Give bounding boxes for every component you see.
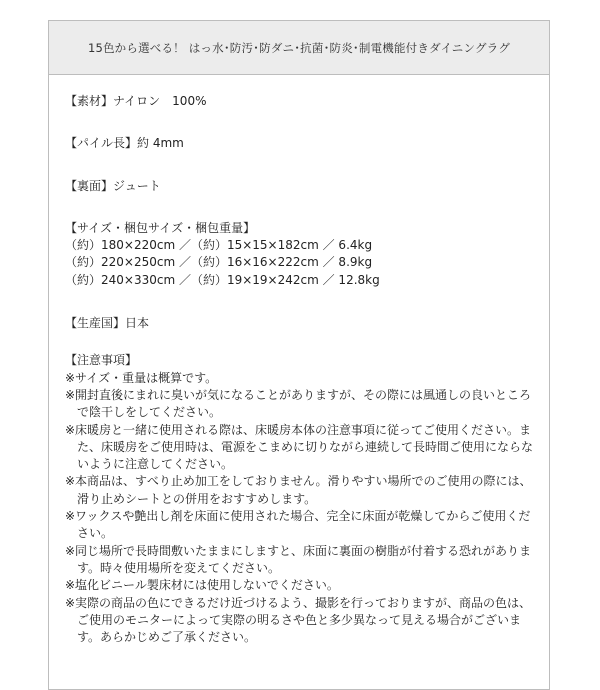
material-label: 【素材】 (65, 94, 114, 108)
note-item: ※本商品は、すべり止め加工をしておりません。滑りやすい場所でのご使用の際には、滑り止めシートとの併用をおすすめします。 (65, 474, 532, 506)
note-item: ※同じ場所で長時間敷いたままにしますと、床面に裏面の樹脂が付着する恐れがあります。時々使用場所を変えてください。 (65, 543, 532, 575)
note-item: ※サイズ・重量は概算です。 (65, 370, 218, 385)
backing-section (65, 178, 535, 195)
origin-value: 日本 (125, 316, 150, 331)
origin-label: 【生産国】 (65, 316, 126, 331)
spec-table (48, 20, 550, 690)
product-title-header (49, 21, 549, 75)
note-item: ※塩化ビニール製床材には使用しないでください。 (65, 578, 339, 593)
size-section (65, 220, 535, 289)
size-row: （約）220×250cm ／（約）16×16×222cm ／ 8.9kg (65, 255, 373, 270)
notes-section (65, 352, 535, 646)
size-row: （約）180×220cm ／（約）15×15×182cm ／ 6.4kg (65, 238, 373, 253)
pile-value: 約 4mm (137, 136, 184, 151)
backing-label: 【裏面】 (65, 178, 114, 193)
note-item: ※床暖房と一緒に使用される際は、床暖房本体の注意事項に従ってご使用ください。また、床暖房をご使用時は、電源をこまめに切りながら連続して長時間ご使用にならないように注意してください。 (65, 422, 534, 472)
note-item: ※実際の商品の色にできるだけ近づけるよう、撮影を行っておりますが、商品の色は、ご使用のモニターによって実際の明るさや色と多少異なって見える場合がございます。あらかじめご了承ください。 (65, 595, 532, 645)
size-label: 【サイズ・梱包サイズ・梱包重量】 (65, 220, 256, 235)
pile-section (65, 135, 535, 152)
material-value: ナイロン 100% (113, 94, 207, 108)
note-item: ※開封直後にまれに臭いが気になることがありますが、その際には風通しの良いところで陰干しをしてください。 (65, 387, 532, 420)
notes-label: 【注意事項】 (65, 353, 138, 368)
backing-value: ジュート (113, 178, 161, 193)
pile-label: 【パイル長】 (65, 136, 138, 151)
material-section (65, 93, 535, 110)
size-row: （約）240×330cm ／（約）19×19×242cm ／ 12.8kg (65, 272, 380, 287)
product-title: 15色から選べる！ はっ水･防汚･防ダニ･抗菌･防炎･制電機能付きダイニングラグ (87, 40, 511, 55)
spec-content (49, 75, 549, 646)
note-item: ※ワックスや艶出し剤を床面に使用された場合、完全に床面が乾燥してからご使用ください。 (65, 509, 531, 541)
origin-section (65, 315, 535, 332)
